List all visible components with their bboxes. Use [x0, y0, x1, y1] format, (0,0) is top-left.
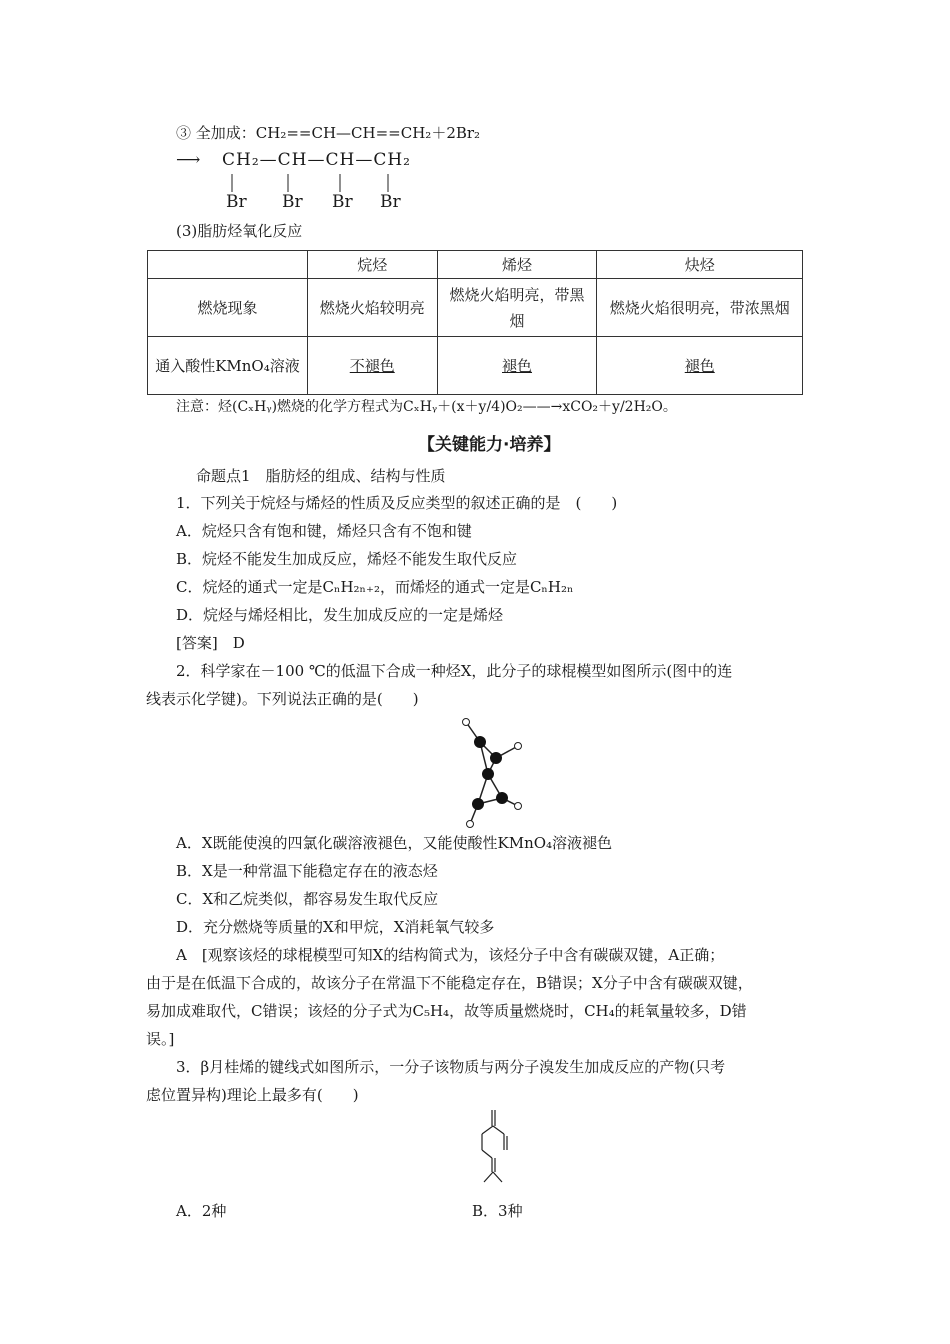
table-header-row: [148, 251, 803, 279]
q2-option-d: D．充分燃烧等质量的X和甲烷，X消耗氧气较多: [176, 918, 495, 936]
table-cell: 燃烧火焰明亮，带黑烟: [437, 279, 597, 337]
product-bonds: [222, 172, 422, 194]
q2-explanation-line3: 易加成难取代，C错误；该烃的分子式为C₅H₄，故等质量燃烧时，CH₄的耗氧量较多，D错: [146, 1002, 747, 1020]
br-4: Br: [380, 192, 401, 212]
row-label: 通入酸性KMnO₄溶液: [148, 337, 308, 395]
oxidation-table: [147, 250, 803, 395]
br-3: Br: [332, 192, 353, 212]
table-header-cell: 炔烃: [597, 251, 803, 279]
table-row: [148, 279, 803, 337]
q1-answer: [答案] D: [176, 634, 245, 652]
q2-option-c: C．X和乙烷类似，都容易发生取代反应: [176, 890, 439, 908]
q2-explanation-line1: A [观察该烃的球棍模型可知X的结构简式为，该烃分子中含有碳碳双键，A正确；: [176, 946, 725, 964]
table-row: [148, 337, 803, 395]
q3-stem-line2: 虑位置异构)理论上最多有( ): [146, 1086, 359, 1104]
addition-label: ③ 全加成：CH₂==CH—CH==CH₂＋2Br₂: [176, 124, 481, 142]
section-3-title: (3)脂肪烃氧化反应: [176, 222, 303, 240]
table-cell: 褪色: [502, 356, 533, 375]
br-2: Br: [282, 192, 303, 212]
q2-explanation-line4: 误。]: [146, 1030, 175, 1048]
table-cell: 褪色: [684, 356, 715, 375]
combustion-note: 注意：烃(CₓHᵧ)燃烧的化学方程式为CₓHᵧ＋(x＋y/4)O₂——→xCO₂＋y/2H₂O。: [176, 399, 677, 415]
q2-option-a: A．X既能使溴的四氯化碳溶液褪色，又能使酸性KMnO₄溶液褪色: [176, 834, 613, 852]
q3-stem-line1: 3．β月桂烯的键线式如图所示，一分子该物质与两分子溴发生加成反应的产物(只考: [176, 1058, 726, 1076]
q1-stem: 1．下列关于烷烃与烯烃的性质及反应类型的叙述正确的是 ( ): [176, 494, 618, 512]
table-header-cell: 烯烃: [437, 251, 597, 279]
reaction-arrow: ⟶: [176, 150, 201, 170]
table-header-cell: [148, 251, 308, 279]
q2-stem-line1: 2．科学家在－100 ℃的低温下合成一种烃X，此分子的球棍模型如图所示(图中的连: [176, 662, 733, 680]
q1-option-a: A．烷烃只含有饱和键，烯烃只含有不饱和键: [176, 522, 472, 540]
br-1: Br: [226, 192, 247, 212]
table-cell: 燃烧火焰较明亮: [307, 279, 437, 337]
q1-option-b: B．烷烃不能发生加成反应，烯烃不能发生取代反应: [176, 550, 518, 568]
q2-option-b: B．X是一种常温下能稳定存在的液态烃: [176, 862, 438, 880]
q1-option-c: C．烷烃的通式一定是CₙH₂ₙ₊₂，而烯烃的通式一定是CₙH₂ₙ: [176, 578, 574, 596]
table-header-cell: 烷烃: [307, 251, 437, 279]
row-label: 燃烧现象: [148, 279, 308, 337]
topic-title: 命题点1 脂肪烃的组成、结构与性质: [196, 467, 446, 485]
ball-stick-model: [430, 712, 530, 837]
q2-stem-line2: 线表示化学键)。下列说法正确的是( ): [146, 690, 419, 708]
addition-equation: CH₂==CH—CH==CH₂＋2Br₂: [255, 124, 481, 142]
product-chain: CH₂—CH—CH—CH₂: [222, 150, 411, 170]
myrcene-skeletal-formula: [460, 1108, 530, 1188]
table-cell: 燃烧火焰很明亮，带浓黑烟: [597, 279, 803, 337]
section-heading: 【关键能力·培养】: [418, 435, 561, 455]
q1-option-d: D．烷烃与烯烃相比，发生加成反应的一定是烯烃: [176, 606, 504, 624]
q3-option-a: A．2种: [176, 1202, 227, 1220]
table-cell: 不褪色: [349, 356, 395, 375]
q3-option-b: B．3种: [472, 1202, 523, 1220]
q2-explanation-line2: 由于是在低温下合成的，故该分子在常温下不能稳定存在，B错误；X分子中含有碳碳双键，: [146, 974, 753, 992]
